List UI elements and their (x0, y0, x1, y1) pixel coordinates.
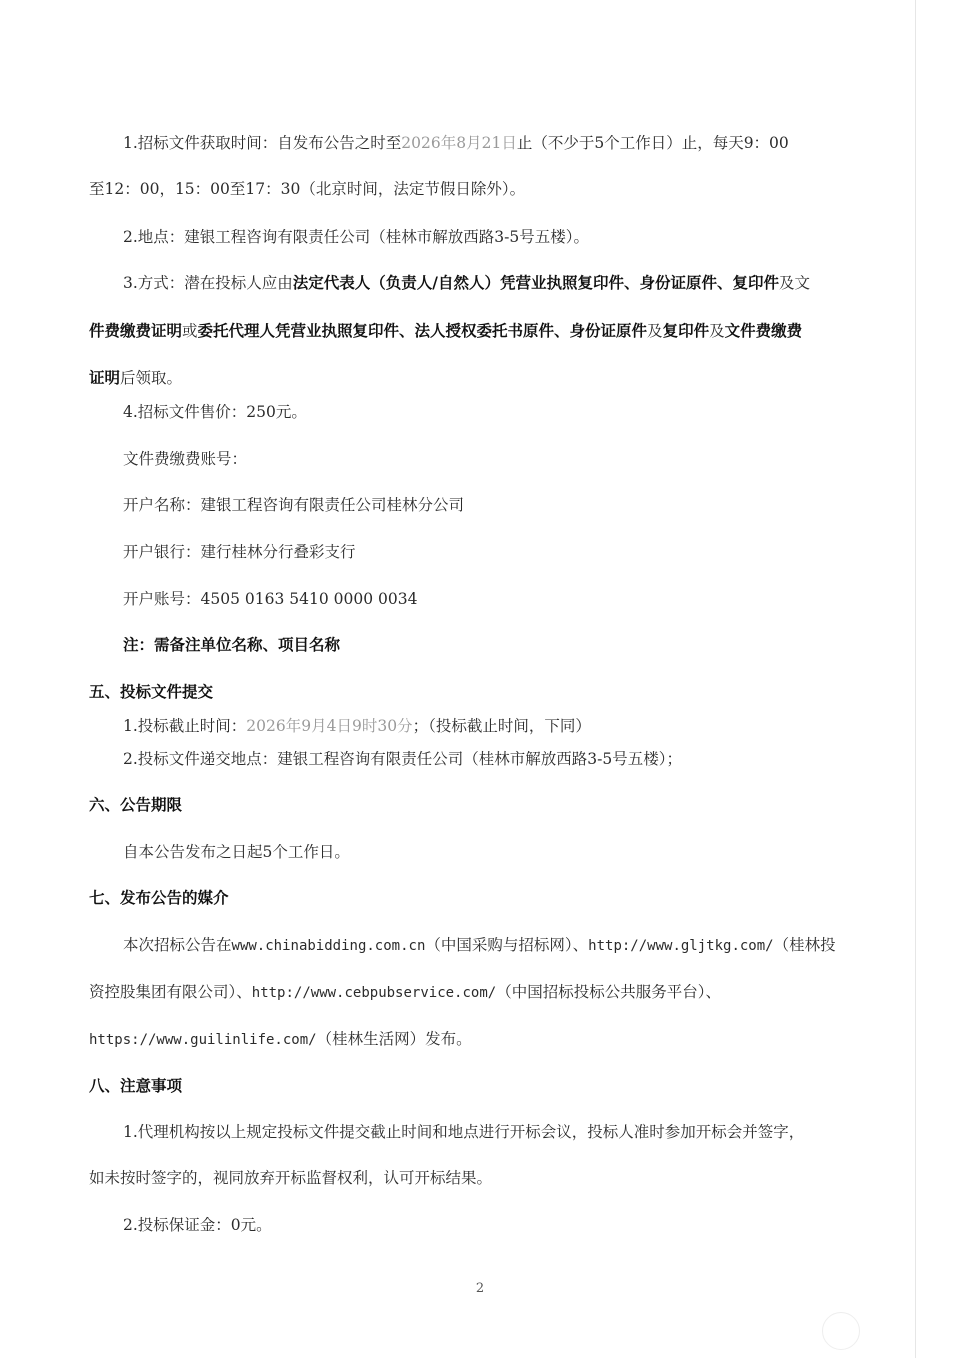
media-line1: 本次招标公告在www.chinabidding.com.cn（中国采购与招标网）、http://www.gljtkg.com/（桂林投 (123, 936, 836, 954)
faint-stamp-mark (822, 1312, 860, 1350)
bid-submit-location: 2.投标文件递交地点：建银工程咨询有限责任公司（桂林市解放西路3-5号五楼）； (123, 750, 683, 768)
page-edge-line (915, 0, 916, 1358)
gljtkg-url: http://www.gljtkg.com/ (588, 938, 774, 954)
bid-deadline: 1.投标截止时间：2026年9月4日9时30分；（投标截止时间，下同） (123, 717, 591, 735)
page-number: 2 (475, 1281, 485, 1296)
account-bank: 开户银行：建行桂林分行叠彩支行 (123, 543, 356, 561)
item-obtain-time-line2: 至12：00，15：00至17：30（北京时间，法定节假日除外）。 (89, 180, 526, 198)
bid-deadline-date: 2026年9月4日9时30分 (246, 717, 413, 735)
guilinlife-url: https://www.guilinlife.com/ (89, 1032, 317, 1048)
item-price: 4.招标文件售价：250元。 (123, 403, 307, 421)
chinabidding-url: www.chinabidding.com.cn (231, 938, 426, 954)
item-location: 2.地点：建银工程咨询有限责任公司（桂林市解放西路3-5号五楼）。 (123, 228, 590, 246)
account-number: 开户账号：4505 0163 5410 0000 0034 (123, 590, 418, 608)
section6-heading: 六、公告期限 (89, 795, 183, 814)
item-method-line3: 证明后领取。 (89, 368, 183, 387)
cebpubservice-url: http://www.cebpubservice.com/ (251, 985, 497, 1001)
item-method-line2: 件费缴费证明或委托代理人凭营业执照复印件、法人授权委托书原件、身份证原件及复印件及文件费缴费 (89, 321, 803, 340)
media-line3: https://www.guilinlife.com/（桂林生活网）发布。 (89, 1030, 472, 1048)
account-note: 注：需备注单位名称、项目名称 (123, 635, 341, 654)
item-obtain-time-line1: 1.招标文件获取时间：自发布公告之时至2026年8月21日止（不少于5个工作日）止，每天9：00 (123, 134, 789, 152)
announcement-period: 自本公告发布之日起5个工作日。 (123, 843, 350, 861)
section8-heading: 八、注意事项 (89, 1076, 183, 1095)
account-name: 开户名称：建银工程咨询有限责任公司桂林分公司 (123, 496, 465, 514)
account-title: 文件费缴费账号： (123, 450, 248, 468)
item-method-line1: 3.方式：潜在投标人应由法定代表人（负责人/自然人）凭营业执照复印件、身份证原件、复印件及文 (123, 273, 810, 292)
media-line2: 资控股集团有限公司）、http://www.cebpubservice.com/（中国招标投标公共服务平台）、 (89, 983, 721, 1001)
notice-item1-line1: 1.代理机构按以上规定投标文件提交截止时间和地点进行开标会议，投标人准时参加开标会并签字， (123, 1123, 805, 1141)
notice-item1-line2: 如未按时签字的，视同放弃开标监督权利，认可开标结果。 (89, 1169, 493, 1187)
notice-item2: 2.投标保证金：0元。 (123, 1216, 272, 1234)
obtain-deadline-date: 2026年8月21日 (401, 134, 517, 152)
section5-heading: 五、投标文件提交 (89, 682, 214, 701)
section7-heading: 七、发布公告的媒介 (89, 888, 229, 907)
